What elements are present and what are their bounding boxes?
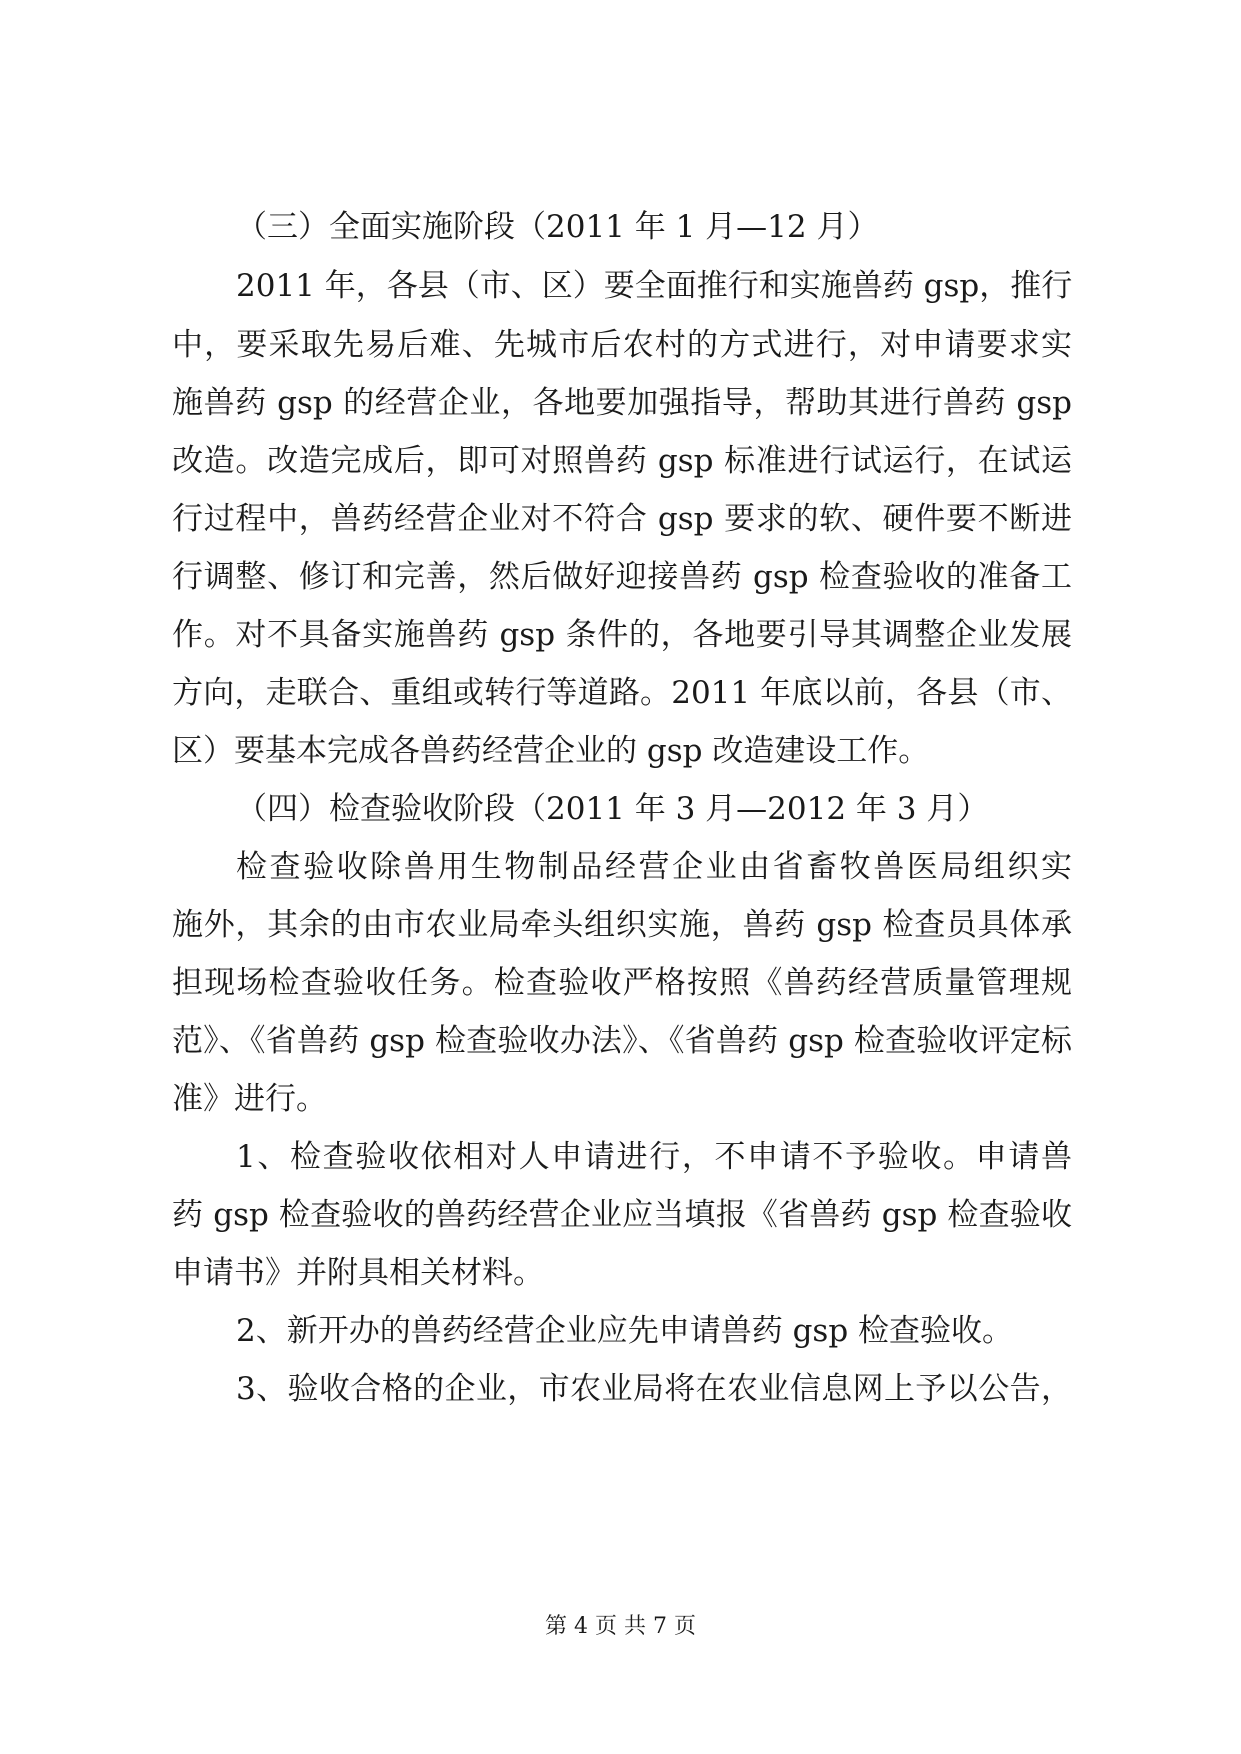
paragraph-line: 施兽药 gsp 的经营企业，各地要加强指导，帮助其进行兽药 gsp — [172, 385, 1072, 421]
paragraph-line: 改造。改造完成后，即可对照兽药 gsp 标准进行试运行，在试运 — [172, 443, 1072, 479]
paragraph-line: 检查验收除兽用生物制品经营企业由省畜牧兽医局组织实 — [236, 849, 1072, 885]
paragraph-line: 担现场检查验收任务。检查验收严格按照《兽药经营质量管理规 — [172, 965, 1072, 1001]
paragraph-line: 施外，其余的由市农业局牵头组织实施，兽药 gsp 检查员具体承 — [172, 907, 1072, 943]
paragraph-line: 方向，走联合、重组或转行等道路。2011 年底以前，各县（市、 — [172, 675, 1072, 711]
list-item-3: 3、验收合格的企业，市农业局将在农业信息网上予以公告， — [236, 1371, 1072, 1407]
section-heading-3: （三）全面实施阶段（2011 年 1 月—12 月） — [236, 209, 879, 245]
paragraph-line: 2011 年，各县（市、区）要全面推行和实施兽药 gsp，推行 — [236, 268, 1073, 304]
paragraph-line: 药 gsp 检查验收的兽药经营企业应当填报《省兽药 gsp 检查验收 — [172, 1197, 1072, 1233]
paragraph-line: 中，要采取先易后难、先城市后农村的方式进行，对申请要求实 — [172, 327, 1072, 363]
paragraph-line: 行过程中，兽药经营企业对不符合 gsp 要求的软、硬件要不断进 — [172, 501, 1072, 537]
page-footer: 第 4 页 共 7 页 — [545, 1614, 696, 1639]
section-heading-4: （四）检查验收阶段（2011 年 3 月—2012 年 3 月） — [236, 791, 989, 827]
paragraph-line: 行调整、修订和完善，然后做好迎接兽药 gsp 检查验收的准备工 — [172, 559, 1072, 595]
paragraph-line: 作。对不具备实施兽药 gsp 条件的，各地要引导其调整企业发展 — [172, 617, 1072, 653]
paragraph-line: 准》进行。 — [172, 1081, 327, 1117]
paragraph-line: 范》、《省兽药 gsp 检查验收办法》、《省兽药 gsp 检查验收评定标 — [172, 1023, 1072, 1059]
paragraph-line: 区）要基本完成各兽药经营企业的 gsp 改造建设工作。 — [172, 733, 930, 769]
paragraph-line: 申请书》并附具相关材料。 — [172, 1255, 544, 1291]
list-item-2: 2、新开办的兽药经营企业应先申请兽药 gsp 检查验收。 — [236, 1313, 1014, 1349]
list-item-1: 1、检查验收依相对人申请进行，不申请不予验收。申请兽 — [236, 1139, 1072, 1175]
